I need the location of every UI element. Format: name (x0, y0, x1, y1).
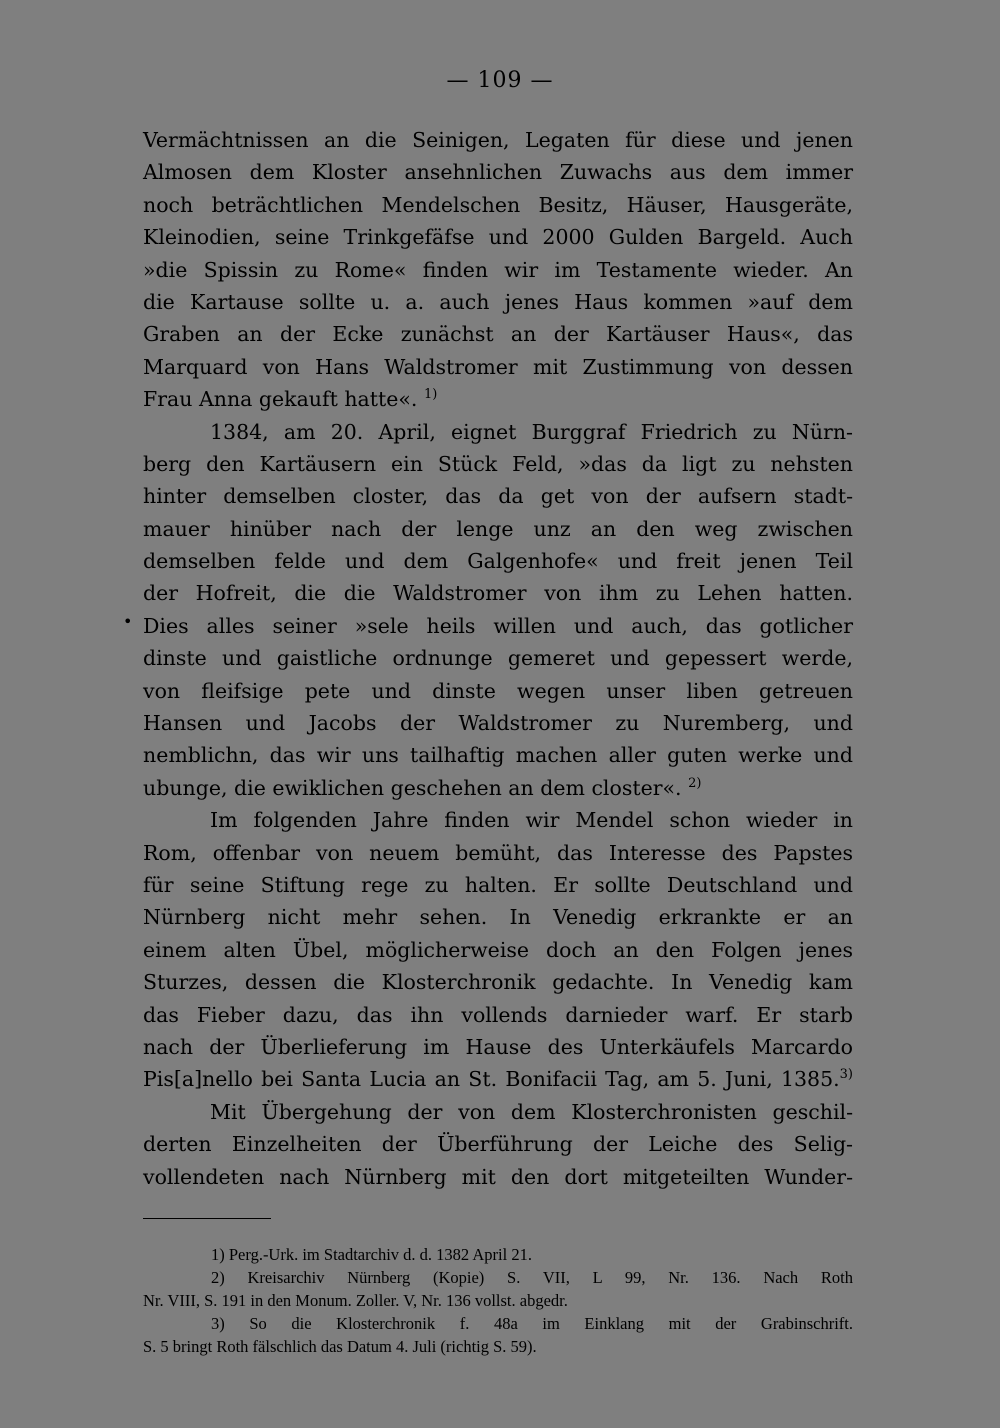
text-line: Rom, offenbar von neuem bemüht, das Interesse des Papstes (143, 840, 853, 865)
text-line: Hansen und Jacobs der Waldstromer zu Nuremberg, und (143, 711, 853, 736)
text-line: Almosen dem Kloster ansehnlichen Zuwachs aus dem immer (143, 160, 853, 185)
footnote-ref: 3) (839, 1067, 853, 1083)
margin-mark: • (123, 612, 133, 631)
text-line: Nürnberg nicht mehr sehen. In Venedig erkrankte er an (143, 905, 853, 930)
text-line: dinste und gaistliche ordnunge gemeret und gepessert werde, (143, 646, 853, 671)
footnote-line: 3) So die Klosterchronik f. 48a im Einklang mit der Grabinschrift. (211, 1314, 853, 1333)
footnotes (143, 1243, 853, 1358)
text-line: vollendeten nach Nürnberg mit den dort mitgeteilten Wunder- (143, 1164, 853, 1189)
text-line: nemblichn, das wir uns tailhaftig machen aller guten werke und (143, 743, 853, 768)
footnote-line: 2) Kreisarchiv Nürnberg (Kopie) S. VII, L 99, Nr. 136. Nach Roth (211, 1268, 853, 1287)
text-line: Pis[a]nello bei Santa Lucia an St. Bonifacii Tag, am 5. Juni, 1385.$^{3)}$ (143, 1067, 853, 1092)
footnote-line: S. 5 bringt Roth fälschlich das Datum 4. Juli (richtig S. 59). (143, 1337, 537, 1356)
text-line: nach der Überlieferung im Hause des Unterkäufels Marcardo (143, 1034, 853, 1059)
text-line: demselben felde und dem Galgenhofe« und freit jenen Teil (143, 549, 853, 574)
text-line: hinter demselben closter, das da get von der aufsern stadt- (143, 484, 853, 509)
text-line: für seine Stiftung rege zu halten. Er sollte Deutschland und (143, 872, 853, 897)
text-line: ubunge, die ewiklichen geschehen an dem closter«. $^{2)}$ (143, 775, 702, 800)
text-line: das Fieber dazu, das ihn vollends darnieder warf. Er starb (143, 1002, 853, 1027)
text-line: »die Spissin zu Rome« finden wir im Testamente wieder. An (143, 257, 853, 282)
text-line: Graben an der Ecke zunächst an der Kartäuser Haus«, das (143, 322, 853, 347)
text-line: 1384, am 20. April, eignet Burggraf Friedrich zu Nürn- (210, 419, 853, 444)
text-line: berg den Kartäusern ein Stück Feld, »das da ligt zu nehsten (143, 451, 853, 476)
text-line: Im folgenden Jahre finden wir Mendel schon wieder in (210, 808, 853, 833)
footnote-ref: 2) (688, 775, 702, 791)
footnote-line: 1) Perg.-Urk. im Stadtarchiv d. d. 1382 April 21. (211, 1245, 532, 1264)
text-line: Marquard von Hans Waldstromer mit Zustimmung von dessen (143, 354, 853, 379)
text-line: noch beträchtlichen Mendelschen Besitz, Häuser, Hausgeräte, (143, 192, 853, 217)
text-line: derten Einzelheiten der Überführung der Leiche des Selig- (143, 1132, 853, 1157)
text-line: der Hofreit, die die Waldstromer von ihm zu Lehen hatten. (143, 581, 853, 606)
text-line: von fleifsige pete und dinste wegen unser liben getreuen (143, 678, 853, 703)
text-line: die Kartause sollte u. a. auch jenes Haus kommen »auf dem (143, 289, 853, 314)
body-text (143, 124, 853, 1193)
text-line: mauer hinüber nach der lenge unz an den weg zwischen (143, 516, 853, 541)
text-line: Sturzes, dessen die Klosterchronik gedachte. In Venedig kam (143, 970, 853, 995)
text-line: Mit Übergehung der von dem Klosterchronisten geschil- (210, 1099, 853, 1124)
footnote-ref: 1) (423, 387, 438, 403)
text-line: Frau Anna gekauft hatte«. $^{1)}$ (143, 387, 438, 412)
text-line: einem alten Übel, möglicherweise doch an den Folgen jenes (143, 937, 853, 962)
text-line: Kleinodien, seine Trinkgefäfse und 2000 Gulden Bargeld. Auch (143, 225, 853, 250)
text-line: Vermächtnissen an die Seinigen, Legaten für diese und jenen (143, 128, 853, 152)
footnote-divider (143, 1218, 271, 1219)
page-number: — 109 — (446, 68, 554, 93)
text-line: Dies alles seiner »sele heils willen und auch, das gotlicher (143, 613, 853, 638)
footnote-line: Nr. VIII, S. 191 in den Monum. Zoller. V, Nr. 136 vollst. abgedr. (143, 1291, 568, 1310)
